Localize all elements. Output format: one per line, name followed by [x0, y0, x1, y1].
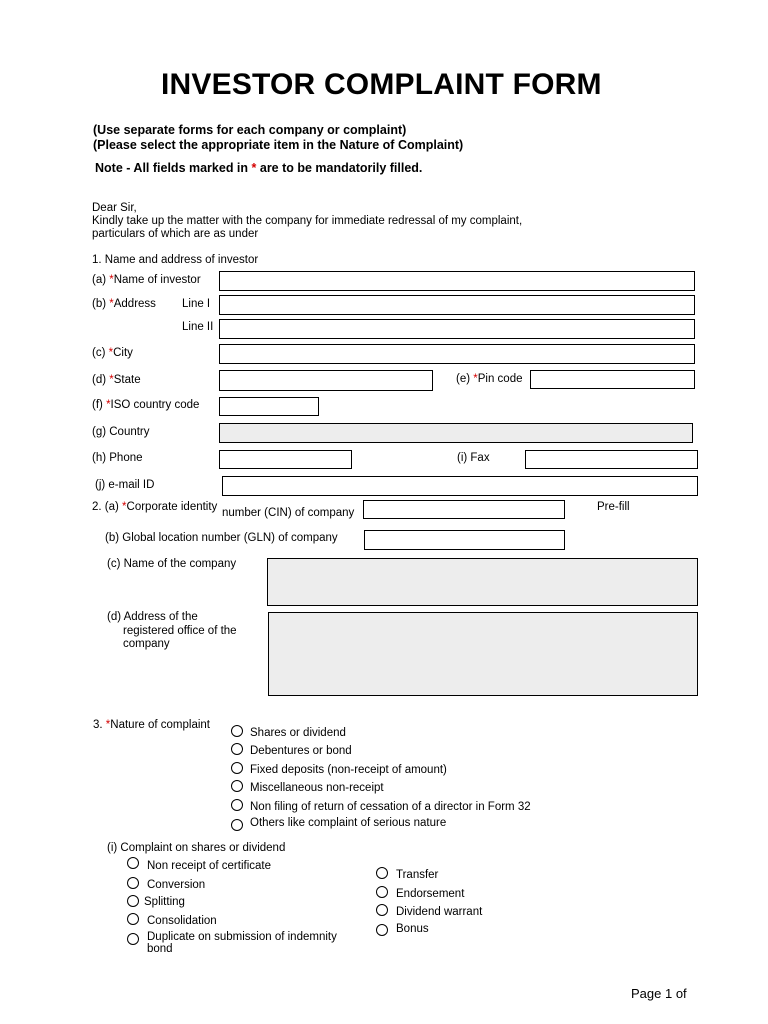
fax-label: (i) Fax	[457, 452, 490, 464]
name-of-investor-input[interactable]	[219, 271, 695, 291]
asterisk-marker: *	[108, 347, 114, 359]
radio-endorsement[interactable]	[376, 886, 388, 898]
radio-transfer[interactable]	[376, 867, 388, 879]
name-label-text: Name of investor	[113, 274, 201, 286]
option-fixed-deposits: Fixed deposits (non-receipt of amount)	[250, 764, 447, 776]
name-of-investor-label	[92, 274, 201, 286]
shares-dividend-subheading: (i) Complaint on shares or dividend	[107, 842, 286, 854]
option-bonus: Bonus	[396, 923, 429, 935]
address-label-text: Address	[113, 298, 156, 310]
cin-label-text: Corporate identity	[126, 501, 218, 513]
cin-input[interactable]	[363, 500, 565, 519]
salutation: Dear Sir,	[92, 202, 137, 214]
gln-label: (b) Global location number (GLN) of company	[105, 532, 338, 544]
option-conversion: Conversion	[147, 879, 206, 891]
option-debentures-bond: Debentures or bond	[250, 745, 352, 757]
cin-label-continued: number (CIN) of company	[222, 507, 355, 519]
option-non-filing-form32: Non filing of return of cessation of a director in Form 32	[250, 801, 531, 813]
state-prefix: (d)	[92, 374, 110, 386]
city-label-text: City	[113, 347, 133, 359]
asterisk-marker: *	[251, 161, 257, 175]
radio-consolidation[interactable]	[127, 913, 139, 925]
asterisk-marker: *	[473, 373, 478, 385]
option-consolidation: Consolidation	[147, 915, 217, 927]
radio-debentures-bond[interactable]	[231, 743, 243, 755]
section3-label-text: Nature of complaint	[110, 719, 210, 731]
radio-conversion[interactable]	[127, 877, 139, 889]
country-label: (g) Country	[92, 426, 150, 438]
phone-input[interactable]	[219, 450, 352, 469]
note-select-item: (Please select the appropriate item in the Nature of Complaint)	[93, 138, 464, 152]
registered-office-label-3: company	[123, 638, 170, 650]
intro-line-2: particulars of which are as under	[92, 228, 259, 240]
radio-non-receipt-certificate[interactable]	[127, 857, 139, 869]
address-line2-input[interactable]	[219, 319, 695, 339]
state-label	[92, 374, 141, 386]
address-label	[92, 298, 156, 310]
iso-country-code-label	[92, 399, 199, 411]
address-line2-label: Line II	[182, 321, 214, 333]
asterisk-marker: *	[105, 719, 111, 731]
cin-prefix: 2. (a)	[92, 501, 123, 513]
registered-office-label-1: (d) Address of the	[107, 611, 198, 623]
pin-code-label	[456, 373, 523, 385]
radio-splitting[interactable]	[127, 895, 139, 907]
email-input[interactable]	[222, 476, 698, 496]
gln-input[interactable]	[364, 530, 565, 550]
radio-dividend-warrant[interactable]	[376, 904, 388, 916]
phone-label: (h) Phone	[92, 452, 143, 464]
section1-heading: 1. Name and address of investor	[92, 254, 259, 266]
asterisk-marker: *	[109, 274, 114, 286]
intro-line-1: Kindly take up the matter with the company for immediate redressal of my complaint,	[92, 215, 523, 227]
city-input[interactable]	[219, 344, 695, 364]
note-mandatory	[95, 161, 422, 175]
radio-bonus[interactable]	[376, 924, 388, 936]
radio-non-filing-form32[interactable]	[231, 799, 243, 811]
radio-duplicate-indemnity[interactable]	[127, 933, 139, 945]
address-line1-label: Line I	[182, 298, 211, 310]
option-misc-non-receipt: Miscellaneous non-receipt	[250, 782, 384, 794]
city-label	[92, 347, 133, 359]
radio-misc-non-receipt[interactable]	[231, 780, 243, 792]
email-label: (j) e-mail ID	[95, 479, 155, 491]
pin-code-input[interactable]	[530, 370, 695, 389]
asterisk-marker: *	[122, 501, 127, 513]
state-input[interactable]	[219, 370, 433, 391]
note-separate-forms: (Use separate forms for each company or complaint)	[93, 123, 407, 137]
address-line1-input[interactable]	[219, 295, 695, 315]
page-number: Page 1 of	[631, 986, 687, 1001]
registered-office-field	[268, 612, 698, 696]
note-mandatory-prefix: Note - All fields marked in	[95, 161, 252, 175]
iso-label-text: ISO country code	[110, 399, 200, 411]
option-others-serious: Others like complaint of serious nature	[250, 817, 447, 829]
company-name-field	[267, 558, 698, 606]
cin-label	[92, 501, 217, 513]
pin-prefix: (e)	[456, 373, 474, 385]
pin-label-text: Pin code	[477, 373, 523, 385]
radio-shares-dividend[interactable]	[231, 725, 243, 737]
option-shares-dividend: Shares or dividend	[250, 727, 346, 739]
fax-input[interactable]	[525, 450, 698, 469]
option-dividend-warrant: Dividend warrant	[396, 906, 483, 918]
iso-prefix: (f)	[92, 399, 107, 411]
option-non-receipt-certificate: Non receipt of certificate	[147, 860, 272, 872]
option-endorsement: Endorsement	[396, 888, 465, 900]
registered-office-label-2: registered office of the	[123, 625, 237, 637]
radio-fixed-deposits[interactable]	[231, 762, 243, 774]
name-prefix: (a)	[92, 274, 110, 286]
page-title: INVESTOR COMPLAINT FORM	[161, 68, 602, 101]
asterisk-marker: *	[106, 399, 111, 411]
country-field	[219, 423, 693, 443]
state-label-text: State	[113, 374, 141, 386]
nature-of-complaint-label	[93, 719, 210, 731]
option-transfer: Transfer	[396, 869, 439, 881]
prefill-label: Pre-fill	[597, 501, 630, 513]
section3-prefix: 3.	[93, 719, 106, 731]
option-duplicate-indemnity: Duplicate on submission of indemnity	[147, 931, 337, 943]
option-splitting: Splitting	[144, 896, 185, 908]
option-duplicate-indemnity-cont: bond	[147, 943, 173, 955]
radio-others-serious[interactable]	[231, 819, 243, 831]
iso-country-code-input[interactable]	[219, 397, 319, 416]
address-prefix: (b)	[92, 298, 110, 310]
asterisk-marker: *	[109, 374, 114, 386]
asterisk-marker: *	[109, 298, 114, 310]
company-name-label: (c) Name of the company	[107, 558, 237, 570]
city-prefix: (c)	[92, 347, 109, 359]
note-mandatory-suffix: are to be mandatorily filled.	[256, 161, 423, 175]
